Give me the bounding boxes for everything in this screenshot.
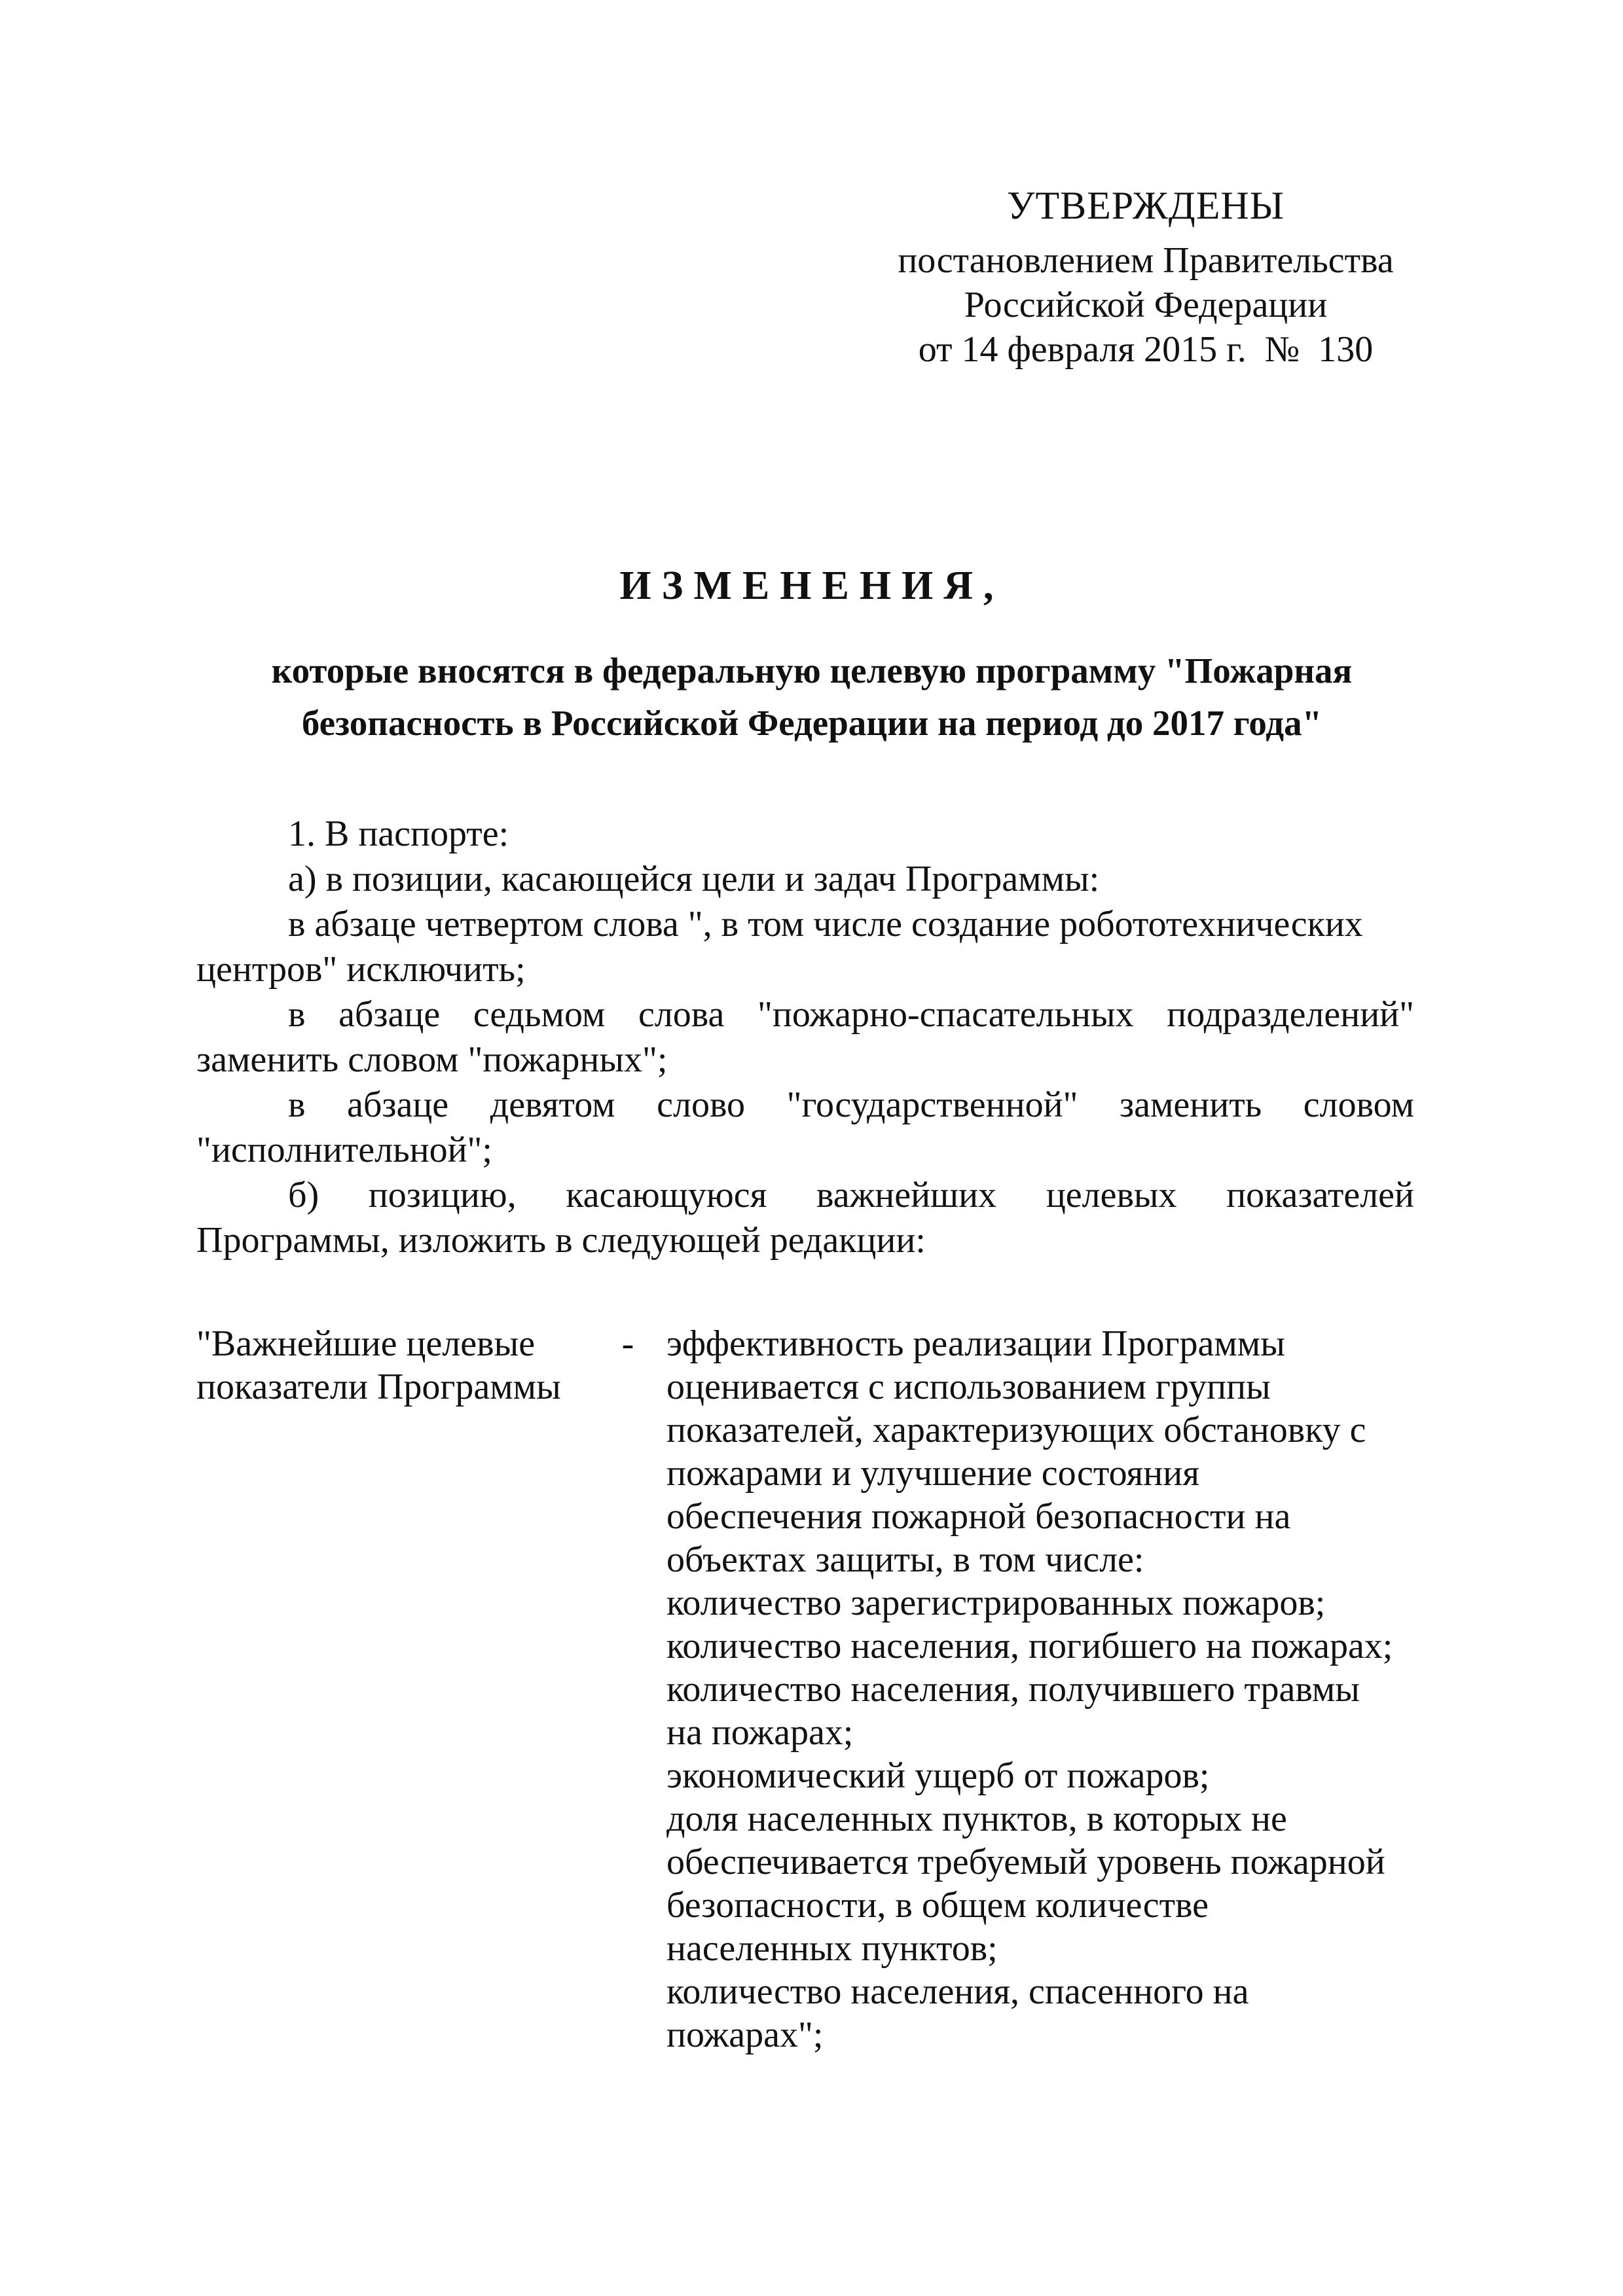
table-right-line: показателей, характеризующих обстановку с [666,1410,1366,1450]
document-title: ИЗМЕНЕНИЯ, [619,564,1004,608]
table-right-line: доля населенных пунктов, в которых не [666,1799,1287,1839]
table-left-line-1: "Важнейшие целевые [196,1323,536,1364]
table-right-line: обеспечивается требуемый уровень пожарной [666,1842,1385,1882]
table-right-line: пожарами и улучшение состояния [666,1453,1199,1494]
indicators-table [196,1322,1440,2056]
paragraph-1: 1. В паспорте: [288,814,509,854]
table-right-line: обеспечения пожарной безопасности на [666,1496,1291,1537]
table-left-column [196,1322,589,2056]
table-right-line: количество зарегистрированных пожаров; [666,1583,1326,1623]
paragraph-2: а) в позиции, касающейся цели и задач Программы: [288,859,1100,899]
approval-date-line: от 14 февраля 2015 г. № 130 [918,329,1374,370]
paragraph-5-line-2: "исполнительной"; [196,1130,492,1170]
document-subtitle [196,645,1427,749]
table-right-line: на пожарах; [666,1712,854,1753]
table-right-line: эффективность реализации Программы [666,1323,1285,1364]
table-right-line: населенных пунктов; [666,1928,998,1969]
approval-stamp: УТВЕРЖДЕНЫ [1006,184,1285,227]
paragraph-3-line-1: в абзаце четвертом слова ", в том числе создание робототехнических [288,904,1363,944]
subtitle-line-1: которые вносятся в федеральную целевую программу "Пожарная [271,651,1353,691]
approval-block [851,182,1440,372]
document-body [196,812,1414,1263]
table-right-line: количество населения, спасенного на [666,1971,1249,2012]
document-heading [196,560,1427,749]
table-left-line-2: показатели Программы [196,1367,561,1407]
table-right-line: количество населения, получившего травмы [666,1669,1360,1710]
paragraph-5-line-1: в абзаце девятом слово "государственной" заменить словом [288,1085,1414,1125]
approval-line-2: Российской Федерации [964,285,1328,325]
paragraph-6-line-1: б) позицию, касающуюся важнейших целевых показателей [288,1175,1414,1215]
table-right-line: безопасности, в общем количестве [666,1885,1209,1926]
paragraph-6-line-2: Программы, изложить в следующей редакции: [196,1220,926,1261]
subtitle-line-2: безопасность в Российской Федерации на период до 2017 года" [301,703,1322,743]
table-right-line: объектах защиты, в том числе: [666,1539,1144,1580]
table-right-line: пожарах"; [666,2015,824,2055]
table-right-line: количество населения, погибшего на пожарах; [666,1626,1393,1666]
approval-line-1: постановлением Правительства [898,240,1394,281]
table-right-line: оценивается с использованием группы [666,1367,1271,1407]
paragraph-3-line-2: центров" исключить; [196,949,526,990]
table-dash: - [621,1323,634,1364]
table-right-column [666,1322,1419,2056]
table-right-line: экономический ущерб от пожаров; [666,1755,1210,1796]
paragraph-4-line-2: заменить словом "пожарных"; [196,1039,668,1080]
paragraph-4-line-1: в абзаце седьмом слова "пожарно-спасательных подразделений" [288,994,1414,1035]
